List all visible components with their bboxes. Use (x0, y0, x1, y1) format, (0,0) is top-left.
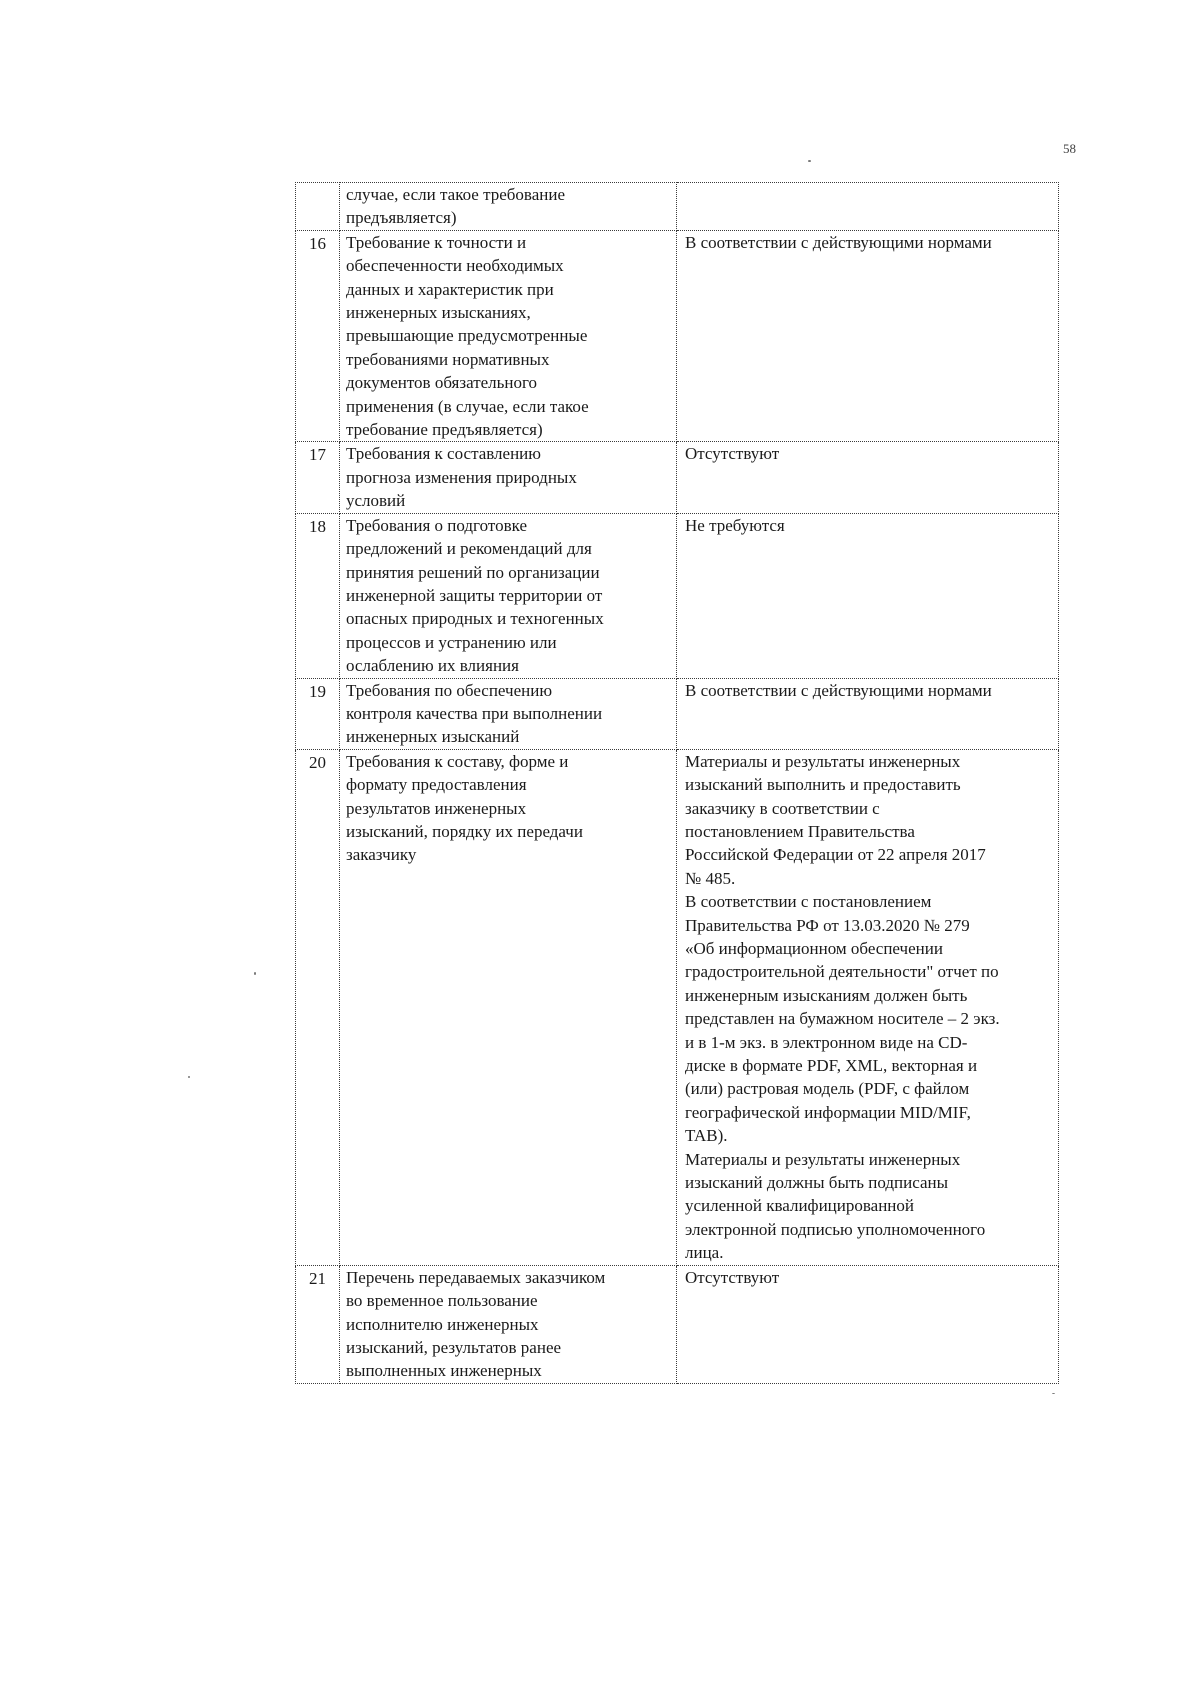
row-number: 18 (296, 513, 340, 678)
value-cell (677, 513, 1059, 678)
value-text: Не требуются (685, 515, 785, 535)
requirement-text: Требования о подготовке предложений и рекомендаций для принятия решений по организации инженерной защиты территории от опасных природных и техногенных процессов и устранению или ослаблению их влияния (346, 515, 604, 676)
row-number: 20 (296, 749, 340, 1265)
row-number: 17 (296, 442, 340, 513)
requirement-cell (340, 183, 677, 231)
value-text: Отсутствуют (685, 444, 780, 464)
scan-speck (1052, 1393, 1055, 1394)
row-number: 16 (296, 230, 340, 442)
table-row (296, 1265, 1059, 1383)
requirement-cell (340, 678, 677, 749)
table-row (296, 513, 1059, 678)
requirement-text: Требование к точности и обеспеченности необходимых данных и характеристик при инженерных изысканиях, превышающие предусмотренные требованиями нормативных документов обязательного применения (в случае, если такое требование предъявляется) (346, 232, 589, 440)
requirement-text: Требования к составлению прогноза изменения природных условий (346, 444, 577, 511)
scan-speck (254, 972, 256, 975)
table-row (296, 230, 1059, 442)
requirement-cell (340, 513, 677, 678)
value-cell (677, 442, 1059, 513)
requirement-cell (340, 230, 677, 442)
value-text: В соответствии с действующими нормами (685, 232, 992, 252)
requirement-cell (340, 749, 677, 1265)
value-text: Материалы и результаты инженерных изысканий выполнить и предоставить заказчику в соответствии с постановлением Правительства Российской Федерации от 22 апреля 2017 № 485. В соответствии с постановлением Правительства РФ от 13.03.2020 № 279 «Об информационном обеспечении градостроительной деятельности" отчет по инженерным изысканиям должен быть представлен на бумажном носителе – 2 экз. и в 1-м экз. в электронном виде на CD- диске в формате PDF, XML, векторная и (или) растровая модель (PDF, с файлом географической информации MID/MIF, TAB). Материалы и результаты инженерных изысканий должны быть подписаны усиленной квалифицированной электронной подписью уполномоченного лица. (685, 751, 1000, 1263)
requirement-text: Перечень передаваемых заказчиком во временное пользование исполнителю инженерных изысканий, результатов ранее выполненных инженерных (346, 1267, 606, 1381)
value-text: В соответствии с действующими нормами (685, 680, 992, 700)
value-cell (677, 230, 1059, 442)
requirements-table (295, 182, 1059, 1384)
page-number: 58 (1063, 141, 1076, 156)
table-row (296, 183, 1059, 231)
value-cell (677, 749, 1059, 1265)
scan-speck (188, 1076, 190, 1078)
row-number: 19 (296, 678, 340, 749)
value-cell (677, 183, 1059, 231)
table-row (296, 678, 1059, 749)
value-cell (677, 1265, 1059, 1383)
scan-speck (808, 160, 811, 162)
requirement-text: Требования к составу, форме и формату предоставления результатов инженерных изысканий, порядку их передачи заказчику (346, 751, 583, 865)
table-row (296, 442, 1059, 513)
value-cell (677, 678, 1059, 749)
row-number (296, 183, 340, 231)
row-number: 21 (296, 1265, 340, 1383)
value-text: Отсутствуют (685, 1267, 780, 1287)
requirement-cell (340, 1265, 677, 1383)
requirement-text: Требования по обеспечению контроля качества при выполнении инженерных изысканий (346, 680, 603, 747)
requirement-cell (340, 442, 677, 513)
requirement-text: случае, если такое требование предъявляется) (346, 185, 566, 228)
table-row (296, 749, 1059, 1265)
